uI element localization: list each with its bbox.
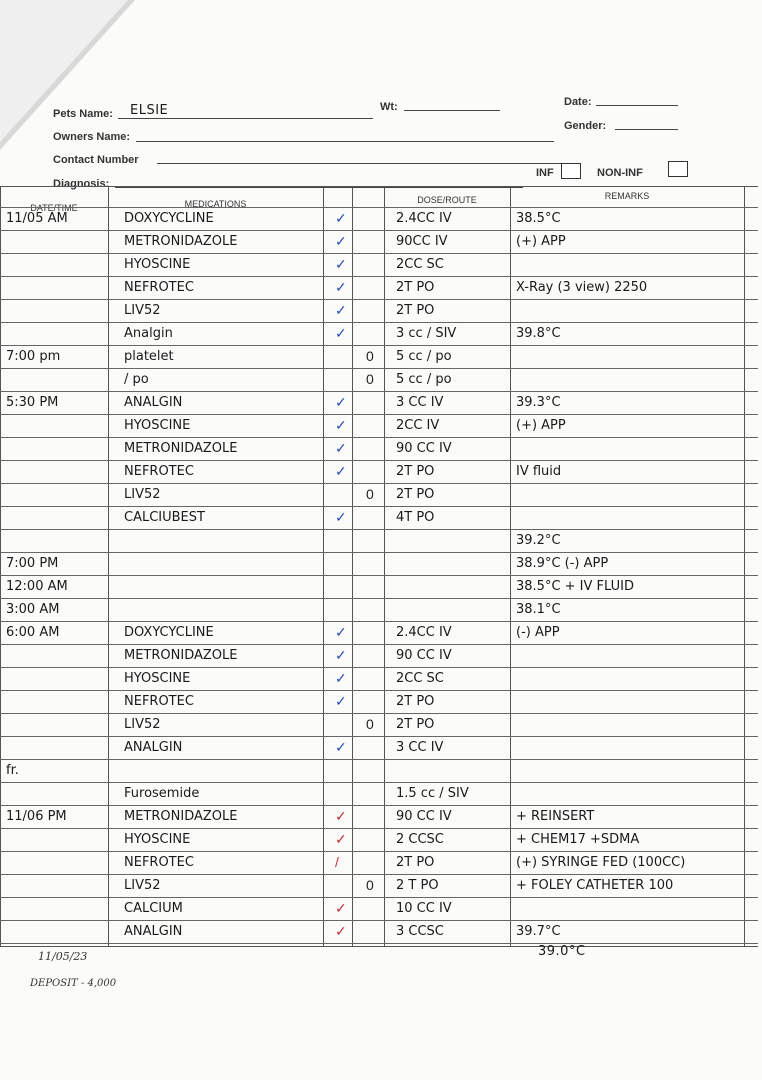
row-dose-route: 2.4CC IV — [396, 625, 452, 640]
row-dose-route: 3 cc / SIV — [396, 326, 457, 341]
row-medication: HYOSCINE — [124, 418, 191, 433]
row-divider — [0, 207, 758, 208]
col-header-dose-route: DOSE/ROUTE — [417, 195, 477, 205]
row-medication: NEFROTEC — [124, 694, 194, 709]
row-check-mark: ✓ — [335, 394, 347, 410]
row-datetime: 11/05 AM — [6, 211, 68, 226]
row-medication: ANALGIN — [124, 395, 183, 410]
row-remark: 39.8°C — [516, 326, 561, 341]
row-remark: 39.3°C — [516, 395, 561, 410]
row-check-mark: ✓ — [335, 831, 347, 847]
inf-label: INF — [536, 167, 554, 179]
row-dose-route: 90CC IV — [396, 234, 448, 249]
row-divider — [0, 782, 758, 783]
row-dose-route: 2T PO — [396, 464, 435, 479]
pets-name-value: ELSIE — [130, 103, 169, 118]
col-header-datetime: DATE/TIME — [30, 203, 78, 213]
row-divider — [0, 506, 758, 507]
row-divider — [0, 483, 758, 484]
row-divider — [0, 621, 758, 622]
row-divider — [0, 759, 758, 760]
row-dose-route: 90 CC IV — [396, 809, 452, 824]
non-inf-checkbox[interactable] — [668, 161, 688, 177]
row-check-mark: ✓ — [335, 302, 347, 318]
row-dose-route: 10 CC IV — [396, 901, 452, 916]
row-check-mark: ✓ — [335, 417, 347, 433]
row-divider — [0, 299, 758, 300]
row-dose-route: 2CC IV — [396, 418, 440, 433]
column-divider-5 — [510, 187, 511, 946]
row-datetime: 7:00 pm — [6, 349, 61, 364]
row-divider — [0, 920, 758, 921]
row-dose-route: 2T PO — [396, 694, 435, 709]
row-dose-route: 90 CC IV — [396, 648, 452, 663]
row-dose-route: 2T PO — [396, 855, 435, 870]
contact-number-label: Contact Number — [53, 154, 139, 166]
row-divider — [0, 943, 758, 944]
row-divider — [0, 897, 758, 898]
row-divider — [0, 529, 758, 530]
row-medication: DOXYCYCLINE — [124, 625, 214, 640]
col-header-remarks: REMARKS — [604, 191, 650, 201]
row-medication: LIV52 — [124, 487, 161, 502]
row-divider — [0, 345, 758, 346]
row-medication: LIV52 — [124, 717, 161, 732]
column-divider-3 — [352, 187, 353, 946]
wt-label: Wt: — [380, 101, 398, 113]
row-divider — [0, 552, 758, 553]
row-check-mark: ✓ — [335, 325, 347, 341]
row-dose-route: 2T PO — [396, 303, 435, 318]
row-medication: ANALGIN — [124, 740, 183, 755]
row-divider — [0, 253, 758, 254]
row-check-mark: 0 — [366, 716, 374, 732]
row-medication: DOXYCYCLINE — [124, 211, 214, 226]
row-divider — [0, 575, 758, 576]
row-remark: + FOLEY CATHETER 100 — [516, 878, 674, 893]
row-remark: 38.5°C + IV FLUID — [516, 579, 634, 594]
row-dose-route: 2.4CC IV — [396, 211, 452, 226]
row-divider — [0, 828, 758, 829]
row-divider — [0, 230, 758, 231]
row-divider — [0, 667, 758, 668]
row-check-mark: 0 — [366, 486, 374, 502]
row-medication: NEFROTEC — [124, 280, 194, 295]
row-datetime: 11/06 PM — [6, 809, 67, 824]
row-check-mark: ✓ — [335, 463, 347, 479]
row-check-mark: ✓ — [335, 923, 347, 939]
row-medication: Analgin — [124, 326, 173, 341]
row-remark: 39.2°C — [516, 533, 561, 548]
folded-corner-shade — [0, 0, 131, 143]
row-dose-route: 2T PO — [396, 487, 435, 502]
row-dose-route: 5 cc / po — [396, 349, 452, 364]
row-remark: 38.1°C — [516, 602, 561, 617]
row-divider — [0, 460, 758, 461]
row-dose-route: 1.5 cc / SIV — [396, 786, 469, 801]
gender-line — [615, 129, 678, 130]
row-medication: Furosemide — [124, 786, 200, 801]
row-check-mark: ✓ — [335, 256, 347, 272]
row-remark: 38.5°C — [516, 211, 561, 226]
row-dose-route: 2 CCSC — [396, 832, 444, 847]
table-border-right — [744, 187, 745, 946]
row-divider — [0, 322, 758, 323]
row-medication: platelet — [124, 349, 174, 364]
row-medication: / po — [124, 372, 149, 387]
owners-name-label: Owners Name: — [53, 131, 131, 143]
row-medication: ANALGIN — [124, 924, 183, 939]
non-inf-label: NON-INF — [597, 167, 643, 179]
pets-name-line — [118, 118, 373, 119]
row-remark: (+) SYRINGE FED (100CC) — [516, 855, 686, 870]
contact-number-line — [157, 163, 571, 164]
date-label: Date: — [564, 96, 592, 108]
row-dose-route: 4T PO — [396, 510, 435, 525]
row-datetime: 3:00 AM — [6, 602, 60, 617]
row-remark: 38.9°C (-) APP — [516, 556, 609, 571]
row-check-mark: 0 — [366, 877, 374, 893]
medication-table — [0, 186, 758, 947]
gender-label: Gender: — [564, 120, 607, 132]
row-check-mark: ✓ — [335, 647, 347, 663]
row-datetime: 5:30 PM — [6, 395, 59, 410]
row-medication: HYOSCINE — [124, 832, 191, 847]
row-dose-route: 3 CC IV — [396, 740, 444, 755]
row-remark: (+) APP — [516, 418, 566, 433]
row-remark: (+) APP — [516, 234, 566, 249]
row-divider — [0, 736, 758, 737]
row-check-mark: ✓ — [335, 670, 347, 686]
row-dose-route: 3 CCSC — [396, 924, 444, 939]
column-divider-1 — [108, 187, 109, 946]
row-check-mark: ✓ — [335, 808, 347, 824]
row-dose-route: 2CC SC — [396, 671, 444, 686]
row-medication: LIV52 — [124, 878, 161, 893]
row-check-mark: ✓ — [335, 440, 347, 456]
row-medication: METRONIDAZOLE — [124, 234, 238, 249]
row-divider — [0, 805, 758, 806]
row-medication: CALCIUM — [124, 901, 183, 916]
footer-date-note: 11/05/23 — [38, 950, 88, 963]
column-divider-4 — [384, 187, 385, 946]
row-remark: + CHEM17 +SDMA — [516, 832, 640, 847]
row-dose-route: 90 CC IV — [396, 441, 452, 456]
row-divider — [0, 414, 758, 415]
footer-temperature: 39.0°C — [538, 944, 586, 959]
row-divider — [0, 391, 758, 392]
row-datetime: 7:00 PM — [6, 556, 59, 571]
row-check-mark: ✓ — [335, 233, 347, 249]
row-check-mark: 0 — [366, 371, 374, 387]
row-medication: HYOSCINE — [124, 671, 191, 686]
row-divider — [0, 690, 758, 691]
row-dose-route: 2T PO — [396, 717, 435, 732]
row-check-mark: ✓ — [335, 739, 347, 755]
owners-name-line — [136, 141, 554, 142]
row-check-mark: ✓ — [335, 900, 347, 916]
row-datetime: 12:00 AM — [6, 579, 68, 594]
footer-deposit-note: DEPOSIT - 4,000 — [30, 978, 117, 989]
row-dose-route: 3 CC IV — [396, 395, 444, 410]
row-medication: NEFROTEC — [124, 464, 194, 479]
row-dose-route: 2 T PO — [396, 878, 439, 893]
row-divider — [0, 644, 758, 645]
row-medication: METRONIDAZOLE — [124, 809, 238, 824]
row-medication: METRONIDAZOLE — [124, 441, 238, 456]
row-check-mark: / — [335, 854, 339, 870]
row-remark: (-) APP — [516, 625, 560, 640]
row-divider — [0, 368, 758, 369]
table-border-left — [0, 187, 1, 946]
row-datetime: fr. — [6, 763, 19, 778]
row-divider — [0, 598, 758, 599]
diagnosis-label: Diagnosis: — [53, 178, 110, 190]
inf-checkbox[interactable] — [561, 163, 581, 179]
row-divider — [0, 713, 758, 714]
col-header-medications: MEDICATIONS — [184, 199, 247, 209]
row-remark: IV fluid — [516, 464, 562, 479]
row-check-mark: ✓ — [335, 624, 347, 640]
row-medication: METRONIDAZOLE — [124, 648, 238, 663]
column-divider-2 — [323, 187, 324, 946]
row-check-mark: ✓ — [335, 693, 347, 709]
row-check-mark: ✓ — [335, 279, 347, 295]
row-datetime: 6:00 AM — [6, 625, 60, 640]
row-remark: + REINSERT — [516, 809, 595, 824]
pets-name-label: Pets Name: — [53, 108, 113, 120]
row-dose-route: 5 cc / po — [396, 372, 452, 387]
wt-line — [404, 110, 500, 111]
row-dose-route: 2T PO — [396, 280, 435, 295]
row-dose-route: 2CC SC — [396, 257, 444, 272]
row-medication: LIV52 — [124, 303, 161, 318]
row-medication: CALCIUBEST — [124, 510, 205, 525]
row-medication: HYOSCINE — [124, 257, 191, 272]
row-check-mark: ✓ — [335, 210, 347, 226]
row-remark: X-Ray (3 view) 2250 — [516, 280, 648, 295]
date-line — [596, 105, 678, 106]
row-medication: NEFROTEC — [124, 855, 194, 870]
row-check-mark: ✓ — [335, 509, 347, 525]
row-remark: 39.7°C — [516, 924, 561, 939]
row-check-mark: 0 — [366, 348, 374, 364]
row-divider — [0, 437, 758, 438]
